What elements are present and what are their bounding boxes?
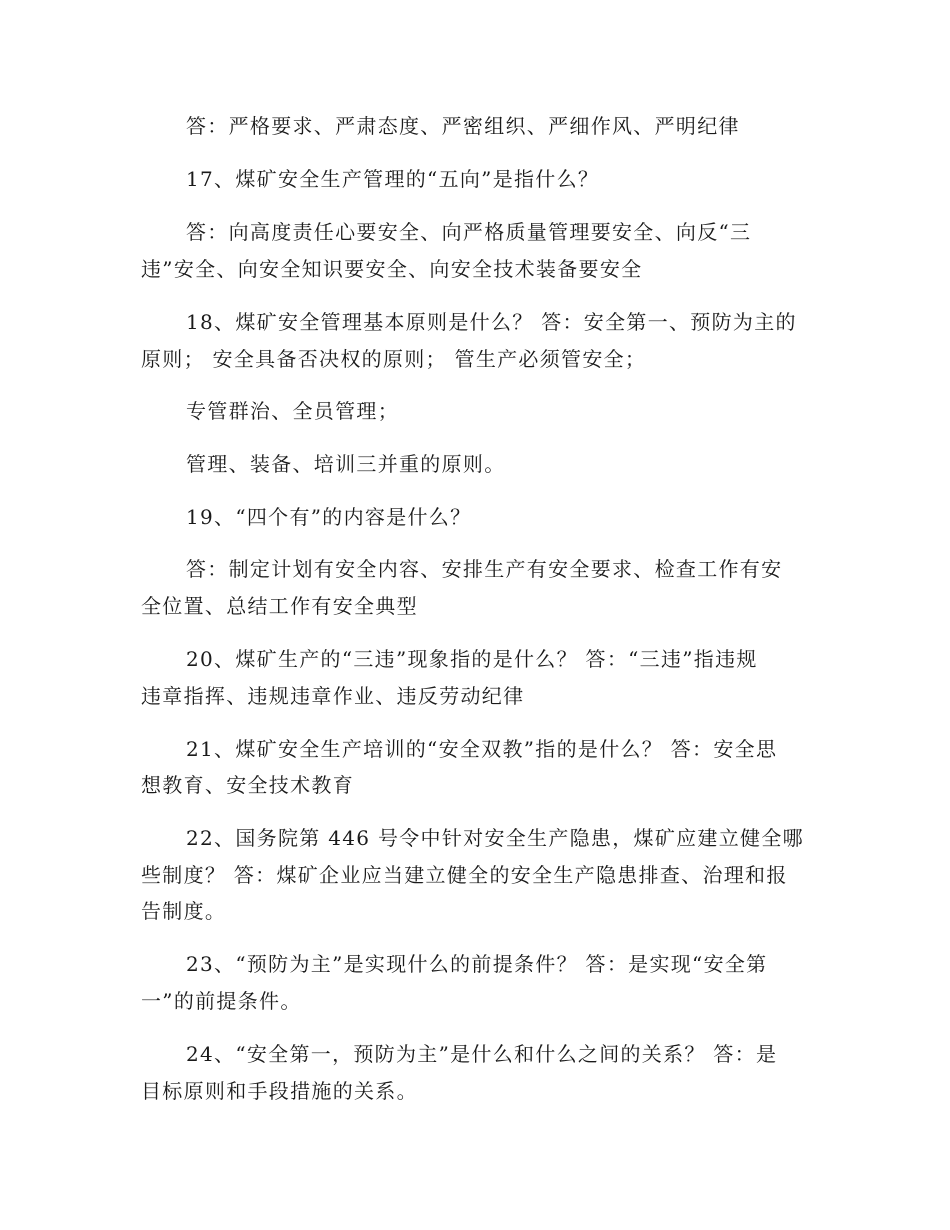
qa-line: 些制度？ 答：煤矿企业应当建立健全的安全生产隐患排查、治理和报 bbox=[141, 863, 788, 887]
qa-line: 一”的前提条件。 bbox=[141, 989, 302, 1013]
question-line: 17、煤矿安全生产管理的“五向”是指什么？ bbox=[186, 167, 600, 191]
qa-line: 原则； 安全具备否决权的原则； 管生产必须管安全； bbox=[141, 347, 647, 371]
qa-line: 23、“预防为主”是实现什么的前提条件？ 答：是实现“安全第 bbox=[186, 952, 768, 976]
answer-line: 专管群治、全员管理； bbox=[186, 399, 399, 423]
qa-line: 违章指挥、违规违章作业、违反劳动纪律 bbox=[141, 684, 525, 708]
qa-line: 告制度。 bbox=[141, 899, 227, 923]
qa-line: 22、国务院第 446 号令中针对安全生产隐患，煤矿应建立健全哪 bbox=[186, 826, 804, 850]
answer-line: 答：向高度责任心要安全、向严格质量管理要安全、向反“三 bbox=[186, 220, 752, 244]
qa-line: 18、煤矿安全管理基本原则是什么？ 答：安全第一、预防为主的 bbox=[186, 310, 797, 334]
answer-line: 答：制定计划有安全内容、安排生产有安全要求、检查工作有安 bbox=[186, 557, 783, 581]
answer-line: 管理、装备、培训三并重的原则。 bbox=[186, 452, 506, 476]
qa-line: 目标原则和手段措施的关系。 bbox=[141, 1079, 418, 1103]
question-line: 19、“四个有”的内容是什么？ bbox=[186, 505, 472, 529]
qa-line: 24、“安全第一，预防为主”是什么和什么之间的关系？ 答：是 bbox=[186, 1042, 778, 1066]
answer-line: 全位置、总结工作有安全典型 bbox=[141, 594, 418, 618]
qa-line: 想教育、安全技术教育 bbox=[141, 773, 354, 797]
qa-line: 21、煤矿安全生产培训的“安全双教”指的是什么？ 答：安全思 bbox=[186, 737, 778, 761]
qa-line: 20、煤矿生产的“三违”现象指的是什么？ 答：“三违”指违规 bbox=[186, 647, 758, 671]
answer-line: 答：严格要求、严肃态度、严密组织、严细作风、严明纪律 bbox=[186, 114, 740, 138]
answer-line: 违”安全、向安全知识要安全、向安全技术装备要安全 bbox=[141, 257, 643, 281]
